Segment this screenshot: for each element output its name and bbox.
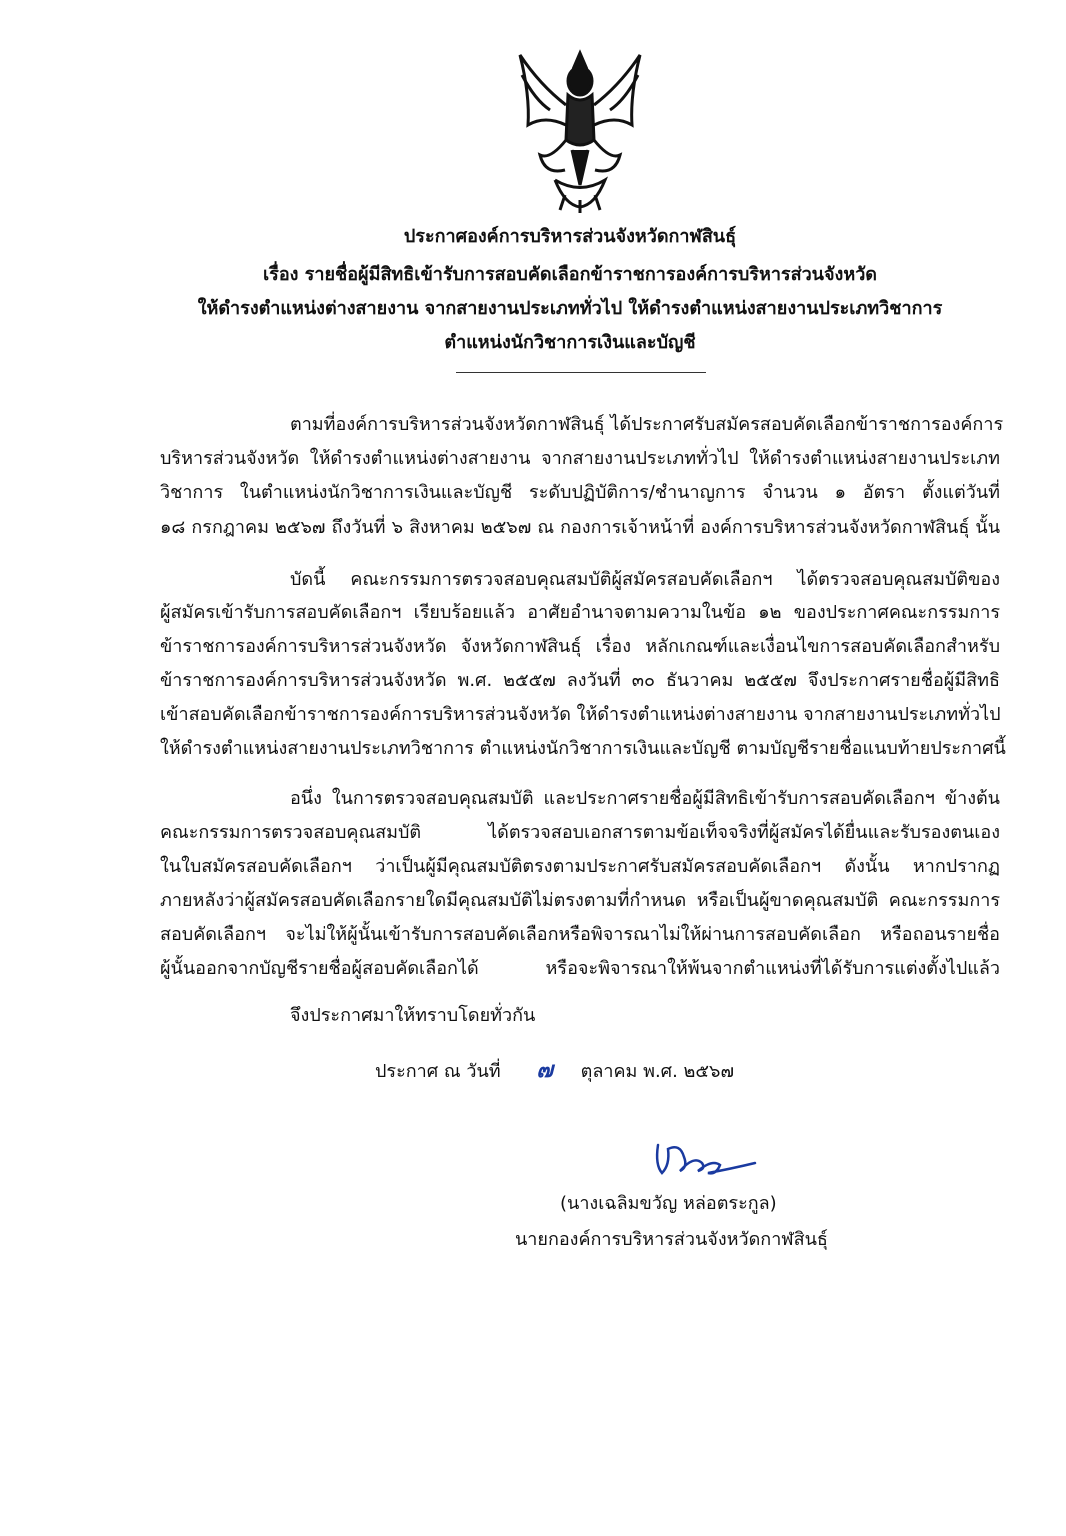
paragraph-2-line: เข้าสอบคัดเลือกข้าราชการองค์การบริหารส่วนจังหวัด ให้ดำรงตำแหน่งต่างสายงาน จากสายงานประเภททั่วไป bbox=[160, 704, 1001, 725]
subject-line-2: ให้ดำรงตำแหน่งต่างสายงาน จากสายงานประเภททั่วไป ให้ดำรงตำแหน่งสายงานประเภทวิชาการ bbox=[197, 298, 943, 319]
paragraph-1-line: ตามที่องค์การบริหารส่วนจังหวัดกาฬสินธุ์ ได้ประกาศรับสมัครสอบคัดเลือกข้าราชการองค์การ bbox=[290, 414, 1004, 435]
paragraph-2-line: ข้าราชการองค์การบริหารส่วนจังหวัด พ.ศ. ๒๕๕๗ ลงวันที่ ๓๐ ธันวาคม ๒๕๕๗ จึงประกาศรายชื่อผู้มีสิทธิ bbox=[160, 670, 1001, 691]
paragraph-1-line: บริหารส่วนจังหวัด ให้ดำรงตำแหน่งต่างสายงาน จากสายงานประเภททั่วไป ให้ดำรงตำแหน่งสายงานประเภท bbox=[160, 448, 1000, 469]
closing-statement: จึงประกาศมาให้ทราบโดยทั่วกัน bbox=[290, 1005, 536, 1026]
paragraph-3-line: อนึ่ง ในการตรวจสอบคุณสมบัติ และประกาศรายชื่อผู้มีสิทธิเข้ารับการสอบคัดเลือกฯ ข้างต้น bbox=[290, 788, 1000, 809]
page-title: ประกาศองค์การบริหารส่วนจังหวัดกาฬสินธุ์ bbox=[403, 226, 737, 247]
signatory-name: (นางเฉลิมขวัญ หล่อตระกูล) bbox=[560, 1193, 777, 1214]
signatory-position: นายกองค์การบริหารส่วนจังหวัดกาฬสินธุ์ bbox=[515, 1229, 828, 1250]
dateline-day: ๗ bbox=[536, 1058, 553, 1083]
paragraph-2-line: ผู้สมัครเข้ารับการสอบคัดเลือกฯ เรียบร้อยแล้ว อาศัยอำนาจตามความในข้อ ๑๒ ของประกาศคณะกรรมการ bbox=[160, 602, 1000, 623]
paragraph-2-line: บัดนี้ คณะกรรมการตรวจสอบคุณสมบัติผู้สมัครสอบคัดเลือกฯ ได้ตรวจสอบคุณสมบัติของ bbox=[290, 569, 1000, 590]
dateline-suffix: ตุลาคม พ.ศ. ๒๕๖๗ bbox=[580, 1061, 735, 1082]
garuda-emblem-icon bbox=[510, 45, 650, 215]
header-divider bbox=[456, 372, 706, 373]
subject-line-3: ตำแหน่งนักวิชาการเงินและบัญชี bbox=[444, 332, 696, 353]
handwritten-signature-icon bbox=[650, 1135, 760, 1185]
dateline-prefix: ประกาศ ณ วันที่ bbox=[375, 1061, 501, 1082]
paragraph-3-line: ในใบสมัครสอบคัดเลือกฯ ว่าเป็นผู้มีคุณสมบัติตรงตามประกาศรับสมัครสอบคัดเลือกฯ ดังนั้น หากปรากฏ bbox=[160, 856, 1000, 877]
paragraph-1-line: ๑๘ กรกฎาคม ๒๕๖๗ ถึงวันที่ ๖ สิงหาคม ๒๕๖๗ ณ กองการเจ้าหน้าที่ องค์การบริหารส่วนจังหวัดกาฬสินธุ์ นั้น bbox=[160, 517, 1000, 538]
dateline bbox=[375, 1058, 734, 1084]
paragraph-3-line: ภายหลังว่าผู้สมัครสอบคัดเลือกรายใดมีคุณสมบัติไม่ตรงตามที่กำหนด หรือเป็นผู้ขาดคุณสมบัติ คณะกรรมการ bbox=[160, 890, 1000, 911]
paragraph-3-line: ผู้นั้นออกจากบัญชีรายชื่อผู้สอบคัดเลือกได้ หรือจะพิจารณาให้พ้นจากตำแหน่งที่ได้รับการแต่งตั้งไปแล้ว bbox=[160, 958, 1000, 979]
paragraph-1-line: วิชาการ ในตำแหน่งนักวิชาการเงินและบัญชี ระดับปฏิบัติการ/ชำนาญการ จำนวน ๑ อัตรา ตั้งแต่วันที่ bbox=[160, 482, 1000, 503]
paragraph-3-line: คณะกรรมการตรวจสอบคุณสมบัติ ได้ตรวจสอบเอกสารตามข้อเท็จจริงที่ผู้สมัครได้ยื่นและรับรองตนเอง bbox=[160, 822, 1000, 843]
paragraph-2-line: ให้ดำรงตำแหน่งสายงานประเภทวิชาการ ตำแหน่งนักวิชาการเงินและบัญชี ตามบัญชีรายชื่อแนบท้ายประกาศนี้ bbox=[160, 738, 1006, 759]
subject-line-1: เรื่อง รายชื่อผู้มีสิทธิเข้ารับการสอบคัดเลือกข้าราชการองค์การบริหารส่วนจังหวัด bbox=[263, 264, 877, 285]
paragraph-3-line: สอบคัดเลือกฯ จะไม่ให้ผู้นั้นเข้ารับการสอบคัดเลือกหรือพิจารณาไม่ให้ผ่านการสอบคัดเลือก หรือถอนรายชื่อ bbox=[160, 924, 1000, 945]
paragraph-2-line: ข้าราชการองค์การบริหารส่วนจังหวัด จังหวัดกาฬสินธุ์ เรื่อง หลักเกณฑ์และเงื่อนไขการสอบคัดเลือกสำหรับ bbox=[160, 636, 1000, 657]
